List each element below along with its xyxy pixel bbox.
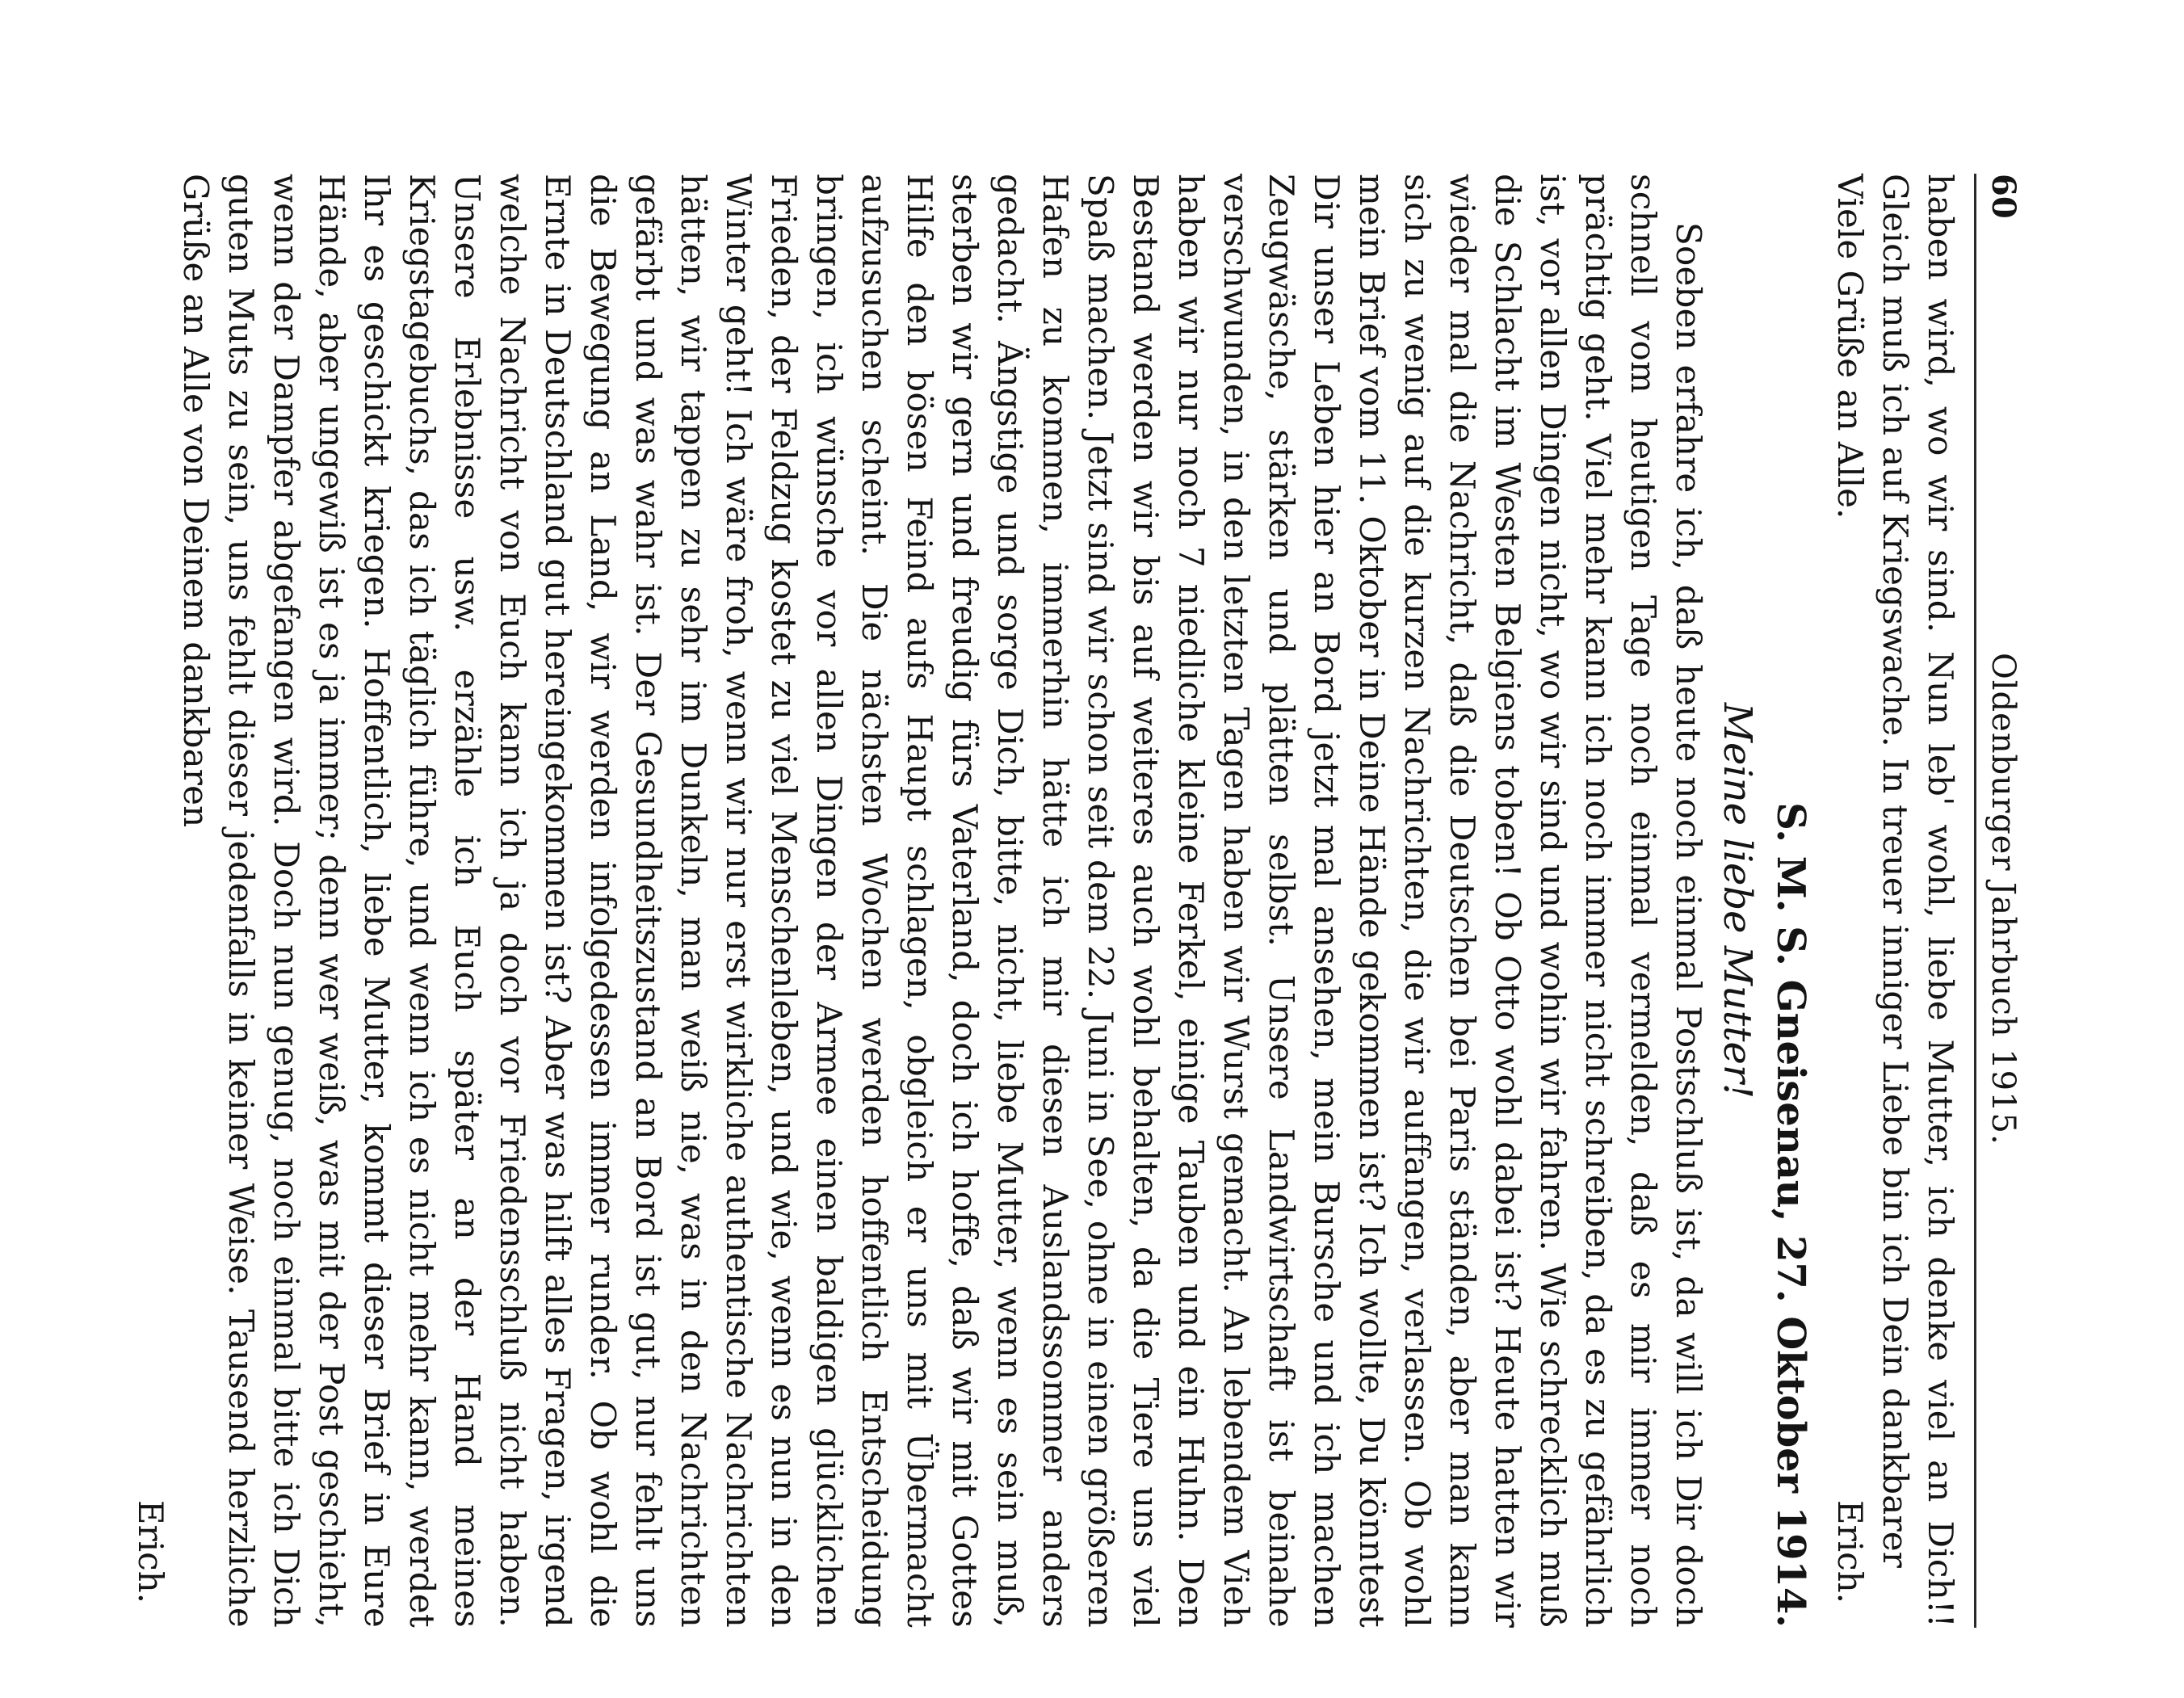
letter1-body: haben wird, wo wir sind. Nun leb' wohl, liebe Mutter, ich denke viel an Dich!! Gleich muß ich auf Kriegswache. In treuer inniger Liebe bin ich Dein dankbarer <box>1875 174 1960 1628</box>
page-header <box>1974 174 2022 1628</box>
letter2-salutation: Meine liebe Mutter! <box>1715 702 1760 1099</box>
page-number: 60 <box>1984 174 2022 219</box>
letter2-dateline: S. M. S. Gneisenau, 27. Oktober 1914. <box>1768 802 1813 1628</box>
running-title: Oldenburger Jahrbuch 1915. <box>1984 652 2022 1145</box>
letter1-closing: Viele Grüße an Alle. <box>1830 174 1870 519</box>
letter2-signature: Erich. <box>131 1499 170 1603</box>
letter1-closing-row <box>1827 174 1872 1628</box>
letter2-body: Soeben erfahre ich, daß heute noch einmal Postschluß ist, da will ich Dir doch schnell vom heutigen Tage noch einmal vermelden, daß es mir immer noch prächtig geht. Viel mehr kann ich noch immer nicht schreiben, da es zu gefährlich ist, vor allen Dingen nicht, wo wir sind und wohin wir fahren. Wie schrecklich muß die Schlacht im Westen Belgiens toben! Ob Otto wohl dabei ist? Heute hatten wir wieder mal die Nachricht, daß die Deutschen bei Paris ständen, aber man kann sich zu wenig auf die kurzen Nachrichten, die wir auffangen, verlassen. Ob wohl mein Brief vom 11. Oktober in Deine Hände gekommen ist? Ich wollte, Du könntest Dir unser Leben hier an Bord jetzt mal ansehen, mein Bursche und ich machen Zeugwäsche, stärken und plätten selbst. Unsere Landwirtschaft ist beinahe verschwunden, in den letzten Tagen haben wir Wurst gemacht. An lebendem Vieh haben wir nur noch 7 niedliche kleine Ferkel, einige Tauben und ein Huhn. Den Bestand werden wir bis auf weiteres auch wohl behalten, da die Tiere uns viel Spaß machen. Jetzt sind wir schon seit dem 22. Juni in See, ohne in einen größeren Hafen zu kommen, immerhin hätte ich mir diesen Auslandssommer anders gedacht. Ängstige und sorge Dich, bitte, nicht, liebe Mutter, wenn es sein muß, sterben wir gern und freudig fürs Vaterland, doch ich hoffe, daß wir mit Gottes Hilfe den bösen Feind aufs Haupt schlagen, obgleich er uns mit Übermacht aufzusuchen scheint. Die nächsten Wochen werden hoffentlich Entscheidung bringen, ich wünsche vor allen Dingen der Armee einen baldigen glücklichen Frieden, der Feldzug kostet zu viel Menschenleben, und wie, wenn es nun in den Winter geht! Ich wäre froh, wenn wir nur erst wirkliche authentische Nachrichten hätten, wir tappen zu sehr im Dunkeln, man weiß nie, was in den Nachrichten gefärbt und was wahr ist. Der Gesundheitszustand an Bord ist gut, nur fehlt uns die Bewegung an Land, wir werden infolgedessen immer runder. Ob wohl die Ernte in Deutschland gut hereingekommen ist? Aber was hilft alles Fragen, irgend welche Nachricht von Euch kann ich ja doch vor Friedensschluß nicht haben. Unsere Erlebnisse usw. erzähle ich Euch später an der Hand meines Kriegstagebuchs, das ich täglich führe, und wenn ich es nicht mehr kann, werdet Ihr es geschickt kriegen. Hoffentlich, liebe Mutter, kommt dieser Brief in Eure Hände, aber ungewiß ist es ja immer; denn wer weiß, was mit der Post geschieht, wenn der Dampfer abgefangen wird. Doch nun genug, noch einmal bitte ich Dich guten Muts zu sein, uns fehlt dieser jedenfalls in keiner Weise. Tausend herzliche Grüße an Alle von Deinem dankbaren <box>176 174 1708 1628</box>
page-content <box>131 174 2022 1628</box>
letter1-signature: Erich. <box>1830 1499 1870 1603</box>
